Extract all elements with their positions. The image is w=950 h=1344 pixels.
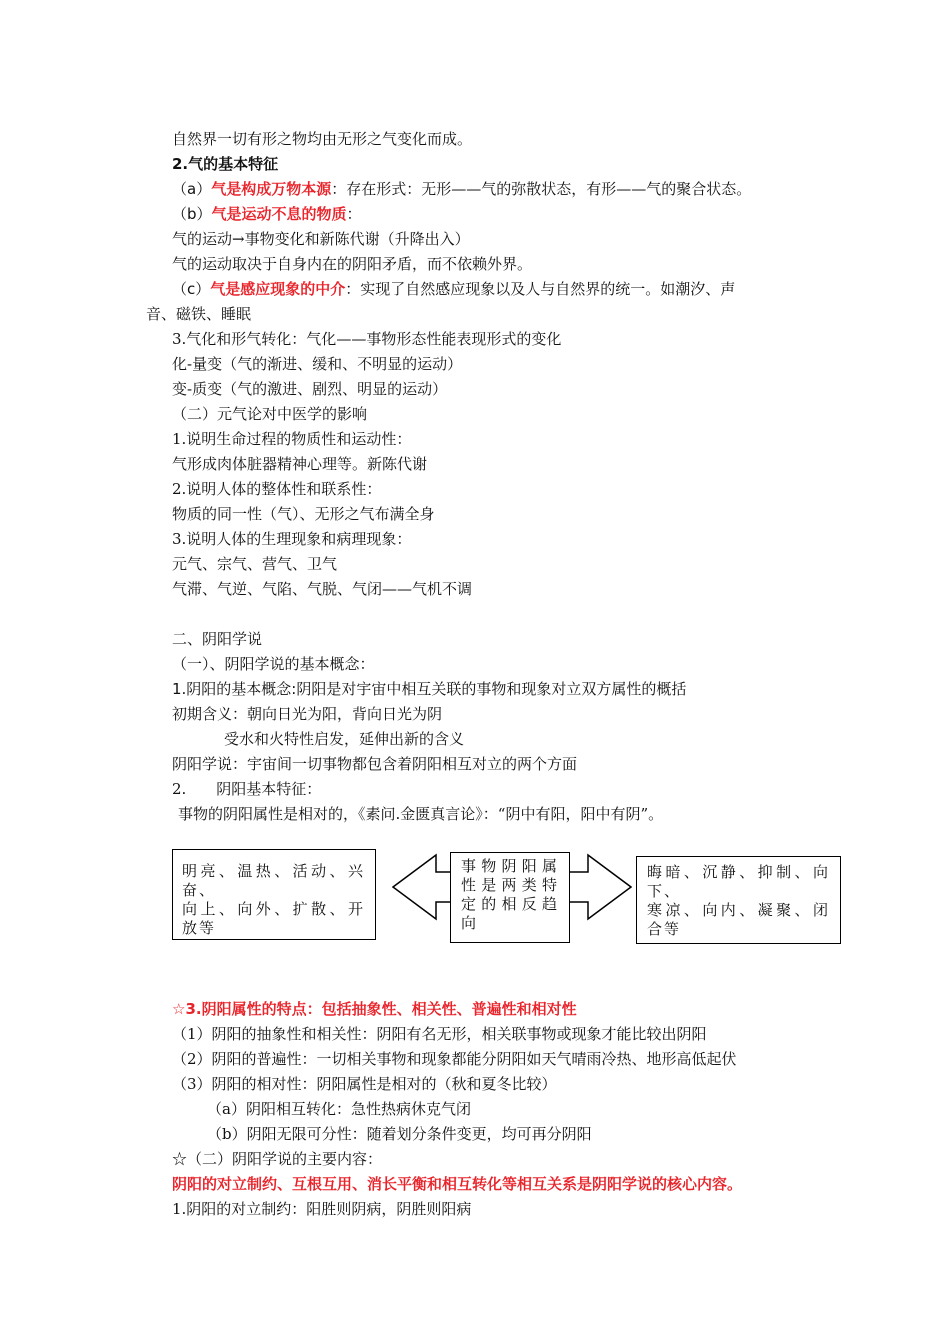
text-line: 1.说明生命过程的物质性和运动性：	[172, 430, 412, 448]
text-line: （a）阴阳相互转化：急性热病休克气闭	[207, 1100, 471, 1118]
chapter-heading: 二、阴阳学说	[172, 630, 263, 648]
text-line: 事物的阴阳属性是相对的，《素问.金匮真言论》：“阴中有阳，阳中有阴”。	[178, 805, 664, 823]
highlight-text: 气是运动不息的物质	[211, 205, 347, 223]
center-concept-text: 事物阴阳属性是两类特定的相反趋向	[461, 857, 559, 932]
text-line: 气的运动取决于自身内在的阴阳矛盾，而不依赖外界。	[172, 255, 533, 273]
text-line: 1.阴阳的对立制约：阳胜则阴病，阴胜则阳病	[172, 1200, 472, 1218]
item-text: ：实现了自然感应现象以及人与自然界的统一。如潮汐、声	[345, 280, 736, 298]
text-line: 气的运动→事物变化和新陈代谢（升降出入）	[172, 230, 470, 248]
item-marker: （b）	[172, 205, 212, 223]
text-line: （b）阴阳无限可分性：随着划分条件变更，均可再分阴阳	[207, 1125, 592, 1143]
text-line: 2.说明人体的整体性和联系性：	[172, 480, 382, 498]
yin-attributes-box	[636, 856, 841, 944]
text-line: 3.说明人体的生理现象和病理现象：	[172, 530, 412, 548]
highlight-text: 气是感应现象的中介	[210, 280, 346, 298]
text-line: 受水和火特性启发，延伸出新的含义	[224, 730, 465, 748]
highlight-text: 阴阳的对立制约、互根互用、消长平衡和相互转化等相互关系是阴阳学说的核心内容。	[172, 1175, 743, 1193]
highlight-text: 气是构成万物本源	[211, 180, 332, 198]
text-line: 气形成肉体脏器精神心理等。新陈代谢	[172, 455, 428, 473]
text-line: 物质的同一性（气）、无形之气布满全身	[172, 505, 435, 523]
text-line: 气滞、气逆、气陷、气脱、气闭——气机不调	[172, 580, 473, 598]
item-text: ：存在形式：无形——气的弥散状态，有形——气的聚合状态。	[331, 180, 752, 198]
text-line: 化-量变（气的渐进、缓和、不明显的运动）	[172, 355, 463, 373]
text-line: （1）阴阳的抽象性和相关性：阴阳有名无形，相关联事物或现象才能比较出阴阳	[172, 1025, 707, 1043]
section-heading: 2.气的基本特征	[172, 155, 279, 173]
text-line: 音、磁铁、睡眠	[146, 305, 252, 323]
subsection-heading: （二）元气论对中医学的影响	[172, 405, 368, 423]
center-concept-box	[450, 852, 570, 943]
text-line: 初期含义：朝向日光为阳，背向日光为阴	[172, 705, 443, 723]
text-line	[172, 179, 751, 199]
text-line: 阴阳学说：宇宙间一切事物都包含着阴阳相互对立的两个方面	[172, 755, 578, 773]
text-line: 3.气化和形气转化：气化——事物形态性能表现形式的变化	[172, 330, 562, 348]
text-line: 变-质变（气的激进、剧烈、明显的运动）	[172, 380, 448, 398]
item-marker: （c）	[172, 280, 211, 298]
highlight-heading: ☆3.阴阳属性的特点：包括抽象性、相关性、普遍性和相对性	[172, 1000, 577, 1018]
yang-attributes-box	[172, 849, 376, 940]
text-line: 元气、宗气、营气、卫气	[172, 555, 338, 573]
text-line	[172, 279, 735, 299]
item-marker: （a）	[172, 180, 212, 198]
text-line: 2. 阴阳基本特征：	[172, 780, 322, 798]
yang-attributes-line: 明亮、温热、活动、兴奋、	[182, 862, 365, 899]
text-line: 自然界一切有形之物均由无形之气变化而成。	[172, 130, 473, 148]
text-line	[172, 204, 362, 224]
text-line: 1.阴阳的基本概念:阴阳是对宇宙中相互关联的事物和现象对立双方属性的概括	[172, 680, 687, 698]
subsection-heading: ☆（二）阴阳学说的主要内容：	[172, 1150, 383, 1168]
text-line: （2）阴阳的普遍性：一切相关事物和现象都能分阴阳如天气晴雨冷热、地形高低起伏	[172, 1050, 737, 1068]
text-line: （3）阴阳的相对性：阴阳属性是相对的（秋和夏冬比较）	[172, 1075, 557, 1093]
yin-attributes-line: 晦暗、沉静、抑制、向下、	[647, 863, 830, 900]
yin-attributes-line: 寒凉、向内、凝聚、闭合等	[647, 901, 830, 938]
subsection-heading: （一）、阴阳学说的基本概念：	[172, 655, 375, 673]
item-text: ：	[346, 205, 362, 223]
yang-attributes-line: 向上、向外、扩散、开放等	[182, 900, 365, 937]
